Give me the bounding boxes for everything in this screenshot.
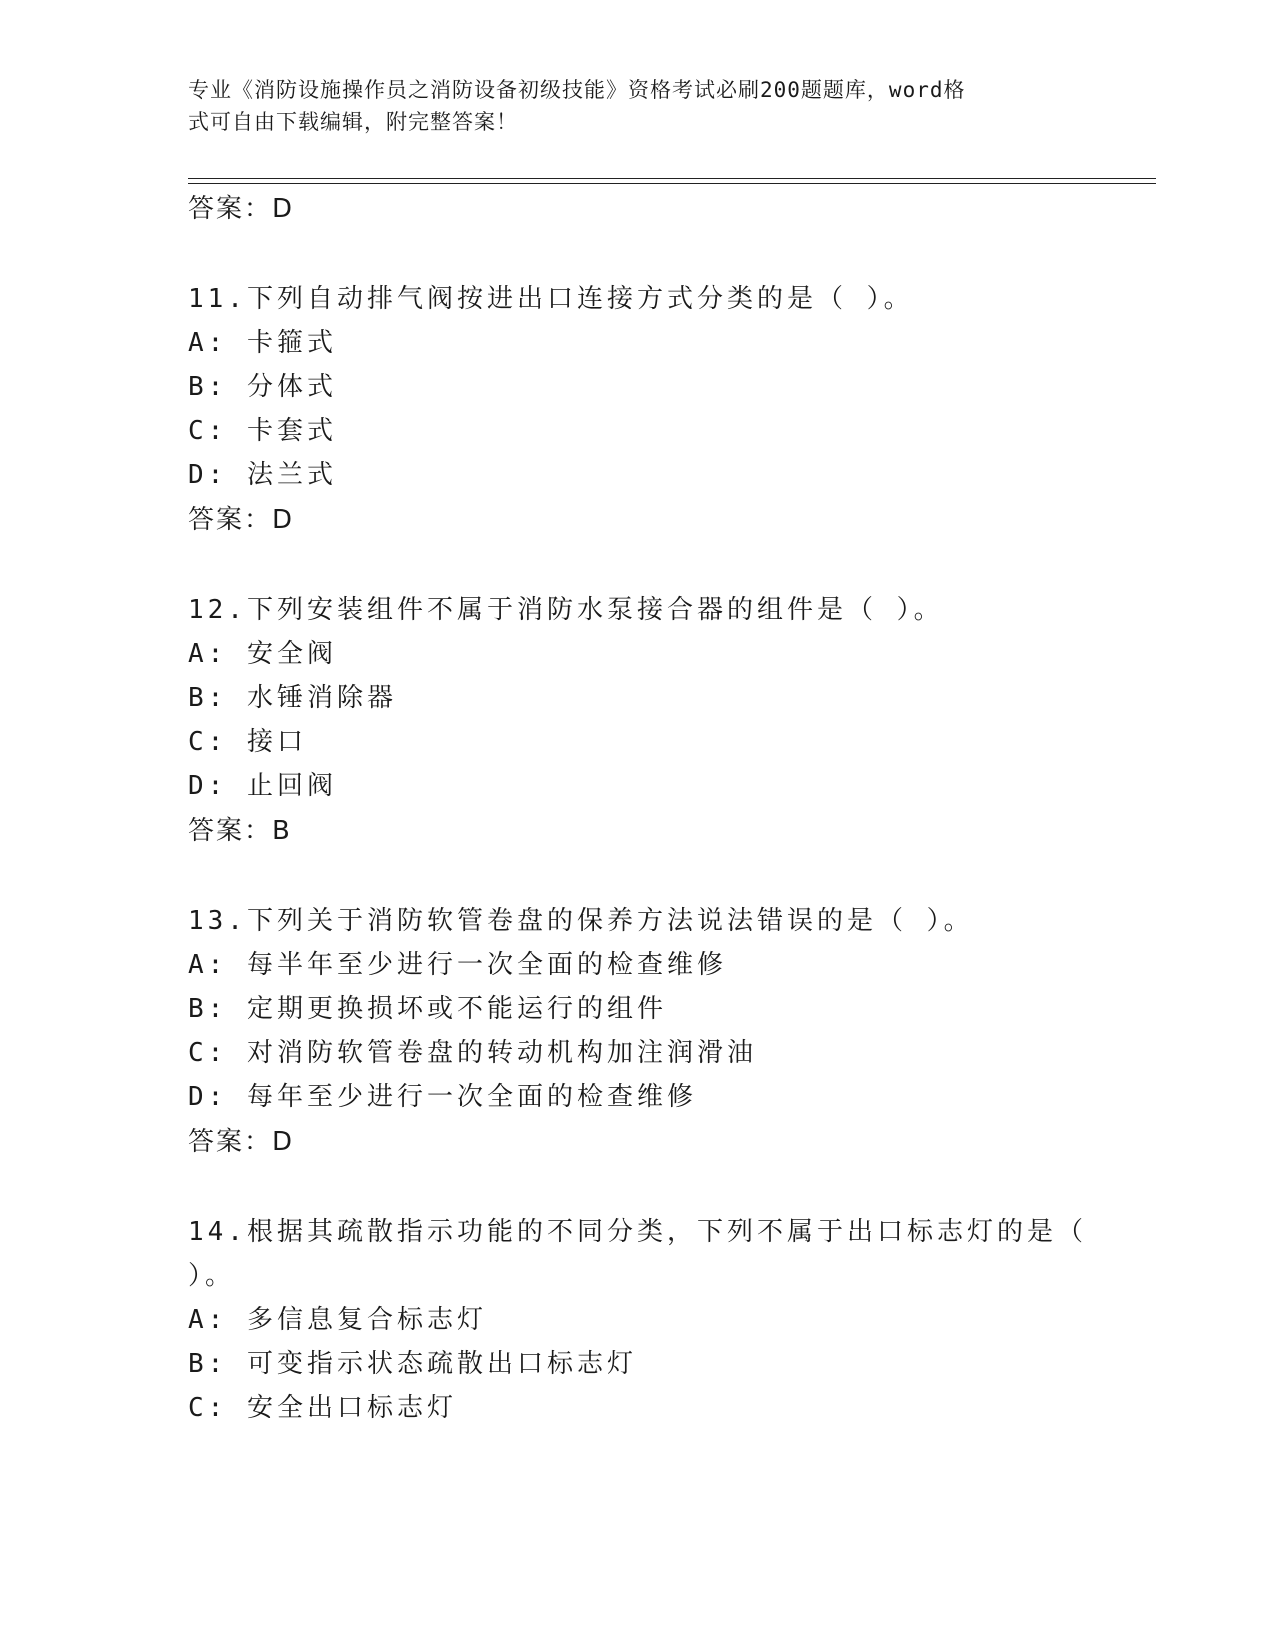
question-12-option-c: C: 接口 bbox=[188, 727, 307, 757]
question-14-text-line-1: 14.根据其疏散指示功能的不同分类，下列不属于出口标志灯的是（ bbox=[188, 1217, 1087, 1247]
question-12-option-d: D: 止回阀 bbox=[188, 771, 337, 801]
question-14-option-a: A: 多信息复合标志灯 bbox=[188, 1305, 487, 1335]
question-14-option-b: B: 可变指示状态疏散出口标志灯 bbox=[188, 1349, 637, 1379]
question-13-option-d: D: 每年至少进行一次全面的检查维修 bbox=[188, 1082, 697, 1112]
question-13-answer: 答案：D bbox=[188, 1127, 295, 1157]
question-11-option-b: B: 分体式 bbox=[188, 372, 337, 402]
header-line-1: 专业《消防设施操作员之消防设备初级技能》资格考试必刷200题题库，word格 bbox=[188, 78, 966, 102]
question-11-option-d: D: 法兰式 bbox=[188, 460, 337, 490]
question-13-text: 13.下列关于消防软管卷盘的保养方法说法错误的是（ ）。 bbox=[188, 906, 974, 936]
question-11-option-c: C: 卡套式 bbox=[188, 416, 337, 446]
question-14-text-line-2: ）。 bbox=[188, 1261, 236, 1291]
question-14-option-c: C: 安全出口标志灯 bbox=[188, 1393, 457, 1423]
document-header bbox=[188, 74, 1088, 138]
header-divider-bottom bbox=[188, 183, 1156, 184]
question-13-option-c: C: 对消防软管卷盘的转动机构加注润滑油 bbox=[188, 1038, 757, 1068]
question-12-text: 12.下列安装组件不属于消防水泵接合器的组件是（ ）。 bbox=[188, 595, 944, 625]
header-line-2: 式可自由下载编辑，附完整答案！ bbox=[188, 110, 518, 134]
question-13-option-a: A: 每半年至少进行一次全面的检查维修 bbox=[188, 950, 727, 980]
question-12-option-a: A: 安全阀 bbox=[188, 639, 337, 669]
question-11-text: 11.下列自动排气阀按进出口连接方式分类的是（ ）。 bbox=[188, 284, 914, 314]
question-11-answer: 答案：D bbox=[188, 505, 295, 535]
question-11-option-a: A: 卡箍式 bbox=[188, 328, 337, 358]
question-12-option-b: B: 水锤消除器 bbox=[188, 683, 397, 713]
question-13-option-b: B: 定期更换损坏或不能运行的组件 bbox=[188, 994, 667, 1024]
header-divider-top bbox=[188, 178, 1156, 179]
answer-10: 答案：D bbox=[188, 194, 295, 224]
question-12-answer: 答案：B bbox=[188, 816, 292, 846]
